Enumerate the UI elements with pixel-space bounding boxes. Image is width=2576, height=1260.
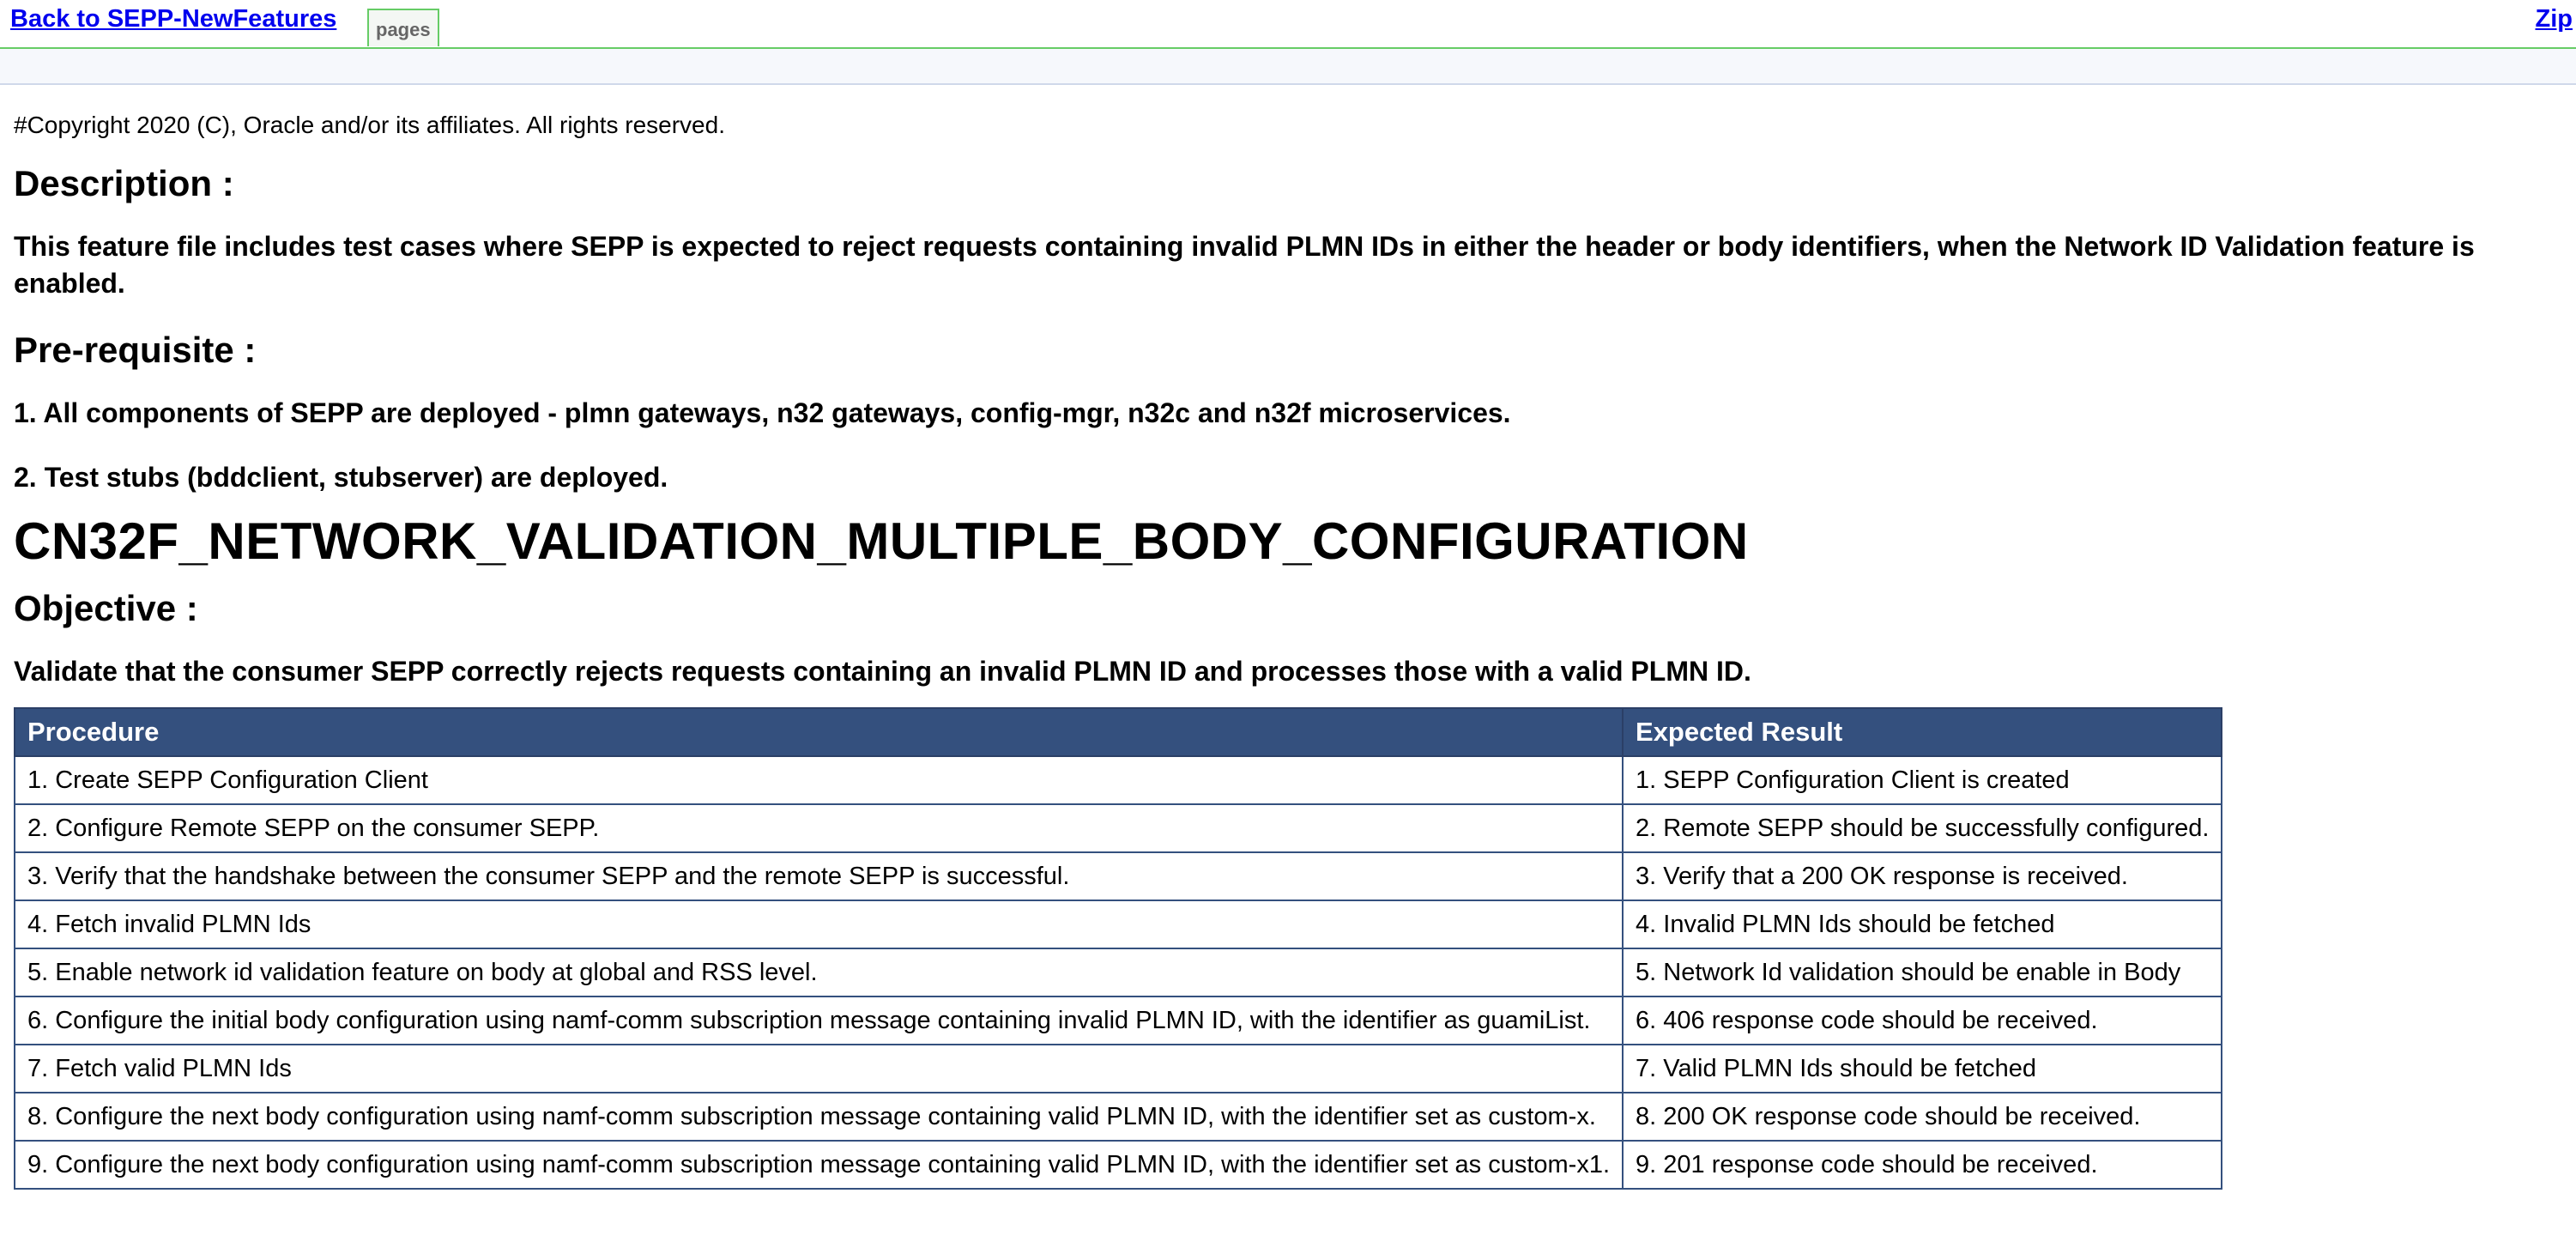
table-row: [15, 1141, 2222, 1189]
description-text: This feature file includes test cases where SEPP is expected to reject requests containing invalid PLMN IDs in either the header or body identifiers, when the Network ID Validation feature is enabled.: [14, 231, 2475, 299]
expected-result-cell: 2. Remote SEPP should be successfully configured.: [1623, 804, 2222, 852]
objective-text: Validate that the consumer SEPP correctly rejects requests containing an invalid PLMN ID and processes those with a valid PLMN ID.: [14, 656, 1751, 687]
procedure-cell: 7. Fetch valid PLMN Ids: [15, 1045, 1623, 1093]
document-content: [14, 112, 2562, 1190]
table-row: [15, 1045, 2222, 1093]
tab-pages[interactable]: pages: [367, 9, 439, 46]
header-procedure: Procedure: [15, 708, 1623, 756]
procedure-cell: 5. Enable network id validation feature on body at global and RSS level.: [15, 948, 1623, 996]
procedure-cell: 8. Configure the next body configuration using namf-comm subscription message containing valid PLMN ID, with the identifier set as custom-x.: [15, 1093, 1623, 1141]
prereq-item: 2. Test stubs (bddclient, stubserver) are deployed.: [14, 462, 668, 493]
copyright-text: #Copyright 2020 (C), Oracle and/or its affiliates. All rights reserved.: [14, 112, 725, 138]
expected-result-cell: 3. Verify that a 200 OK response is received.: [1623, 852, 2222, 900]
zip-link[interactable]: Zip: [2535, 5, 2573, 33]
procedure-cell: 1. Create SEPP Configuration Client: [15, 756, 1623, 804]
table-row: [15, 900, 2222, 948]
test-steps-table: [14, 707, 2222, 1190]
procedure-cell: 9. Configure the next body configuration using namf-comm subscription message containing valid PLMN ID, with the identifier set as custom-x1.: [15, 1141, 1623, 1189]
description-heading: Description :: [14, 163, 234, 203]
sub-header-bar: [0, 49, 2576, 85]
procedure-cell: 6. Configure the initial body configuration using namf-comm subscription message containing invalid PLMN ID, with the identifier as guamiList.: [15, 996, 1623, 1045]
prereq-heading: Pre-requisite :: [14, 330, 257, 370]
table-row: [15, 756, 2222, 804]
table-row: [15, 852, 2222, 900]
header-expected-result: Expected Result: [1623, 708, 2222, 756]
top-nav-bar: [0, 0, 2576, 49]
procedure-cell: 4. Fetch invalid PLMN Ids: [15, 900, 1623, 948]
back-link[interactable]: Back to SEPP-NewFeatures: [10, 5, 337, 33]
table-row: [15, 996, 2222, 1045]
table-row: [15, 948, 2222, 996]
table-header-row: [15, 708, 2222, 756]
scenario-title: CN32F_NETWORK_VALIDATION_MULTIPLE_BODY_CONFIGURATION: [14, 512, 1749, 570]
expected-result-cell: 1. SEPP Configuration Client is created: [1623, 756, 2222, 804]
prereq-item: 1. All components of SEPP are deployed - plmn gateways, n32 gateways, config-mgr, n32c and n32f microservices.: [14, 397, 1511, 428]
expected-result-cell: 5. Network Id validation should be enable in Body: [1623, 948, 2222, 996]
expected-result-cell: 7. Valid PLMN Ids should be fetched: [1623, 1045, 2222, 1093]
expected-result-cell: 6. 406 response code should be received.: [1623, 996, 2222, 1045]
procedure-cell: 2. Configure Remote SEPP on the consumer SEPP.: [15, 804, 1623, 852]
expected-result-cell: 8. 200 OK response code should be received.: [1623, 1093, 2222, 1141]
procedure-cell: 3. Verify that the handshake between the consumer SEPP and the remote SEPP is successful.: [15, 852, 1623, 900]
table-row: [15, 1093, 2222, 1141]
table-row: [15, 804, 2222, 852]
objective-heading: Objective :: [14, 588, 198, 628]
expected-result-cell: 9. 201 response code should be received.: [1623, 1141, 2222, 1189]
expected-result-cell: 4. Invalid PLMN Ids should be fetched: [1623, 900, 2222, 948]
